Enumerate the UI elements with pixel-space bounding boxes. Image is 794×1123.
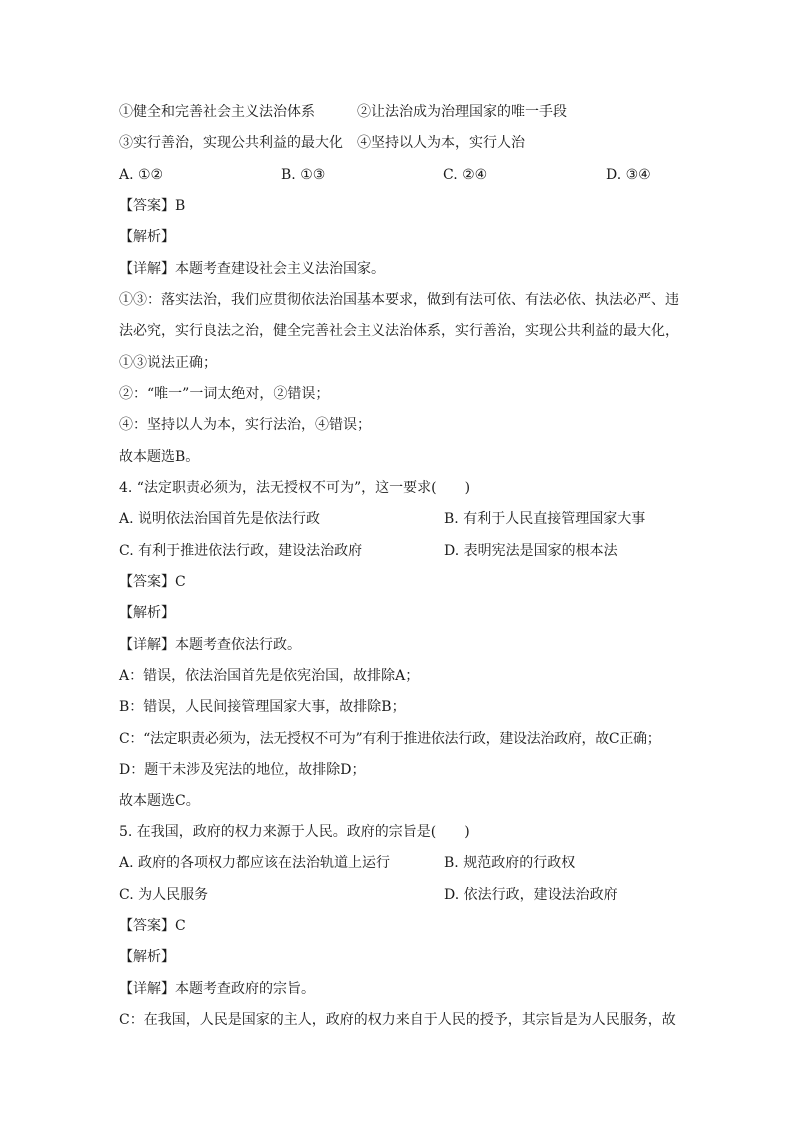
q3-option-c: C. ②④ bbox=[443, 167, 488, 183]
q3-explanation-13-line2: 法必究，实行良法之治，健全完善社会主义法治体系，实行善治，实现公共利益的最大化， bbox=[119, 323, 679, 339]
q5-analysis-label: 【解析】 bbox=[119, 949, 175, 965]
q4-option-b: B. 有利于人民直接管理国家大事 bbox=[444, 511, 646, 527]
q4-option-d: D. 表明宪法是国家的根本法 bbox=[444, 543, 618, 559]
q4-conclusion: 故本题选C。 bbox=[119, 793, 200, 809]
q4-stem: 4. “法定职责必须为，法无授权不可为”，这一要求( ) bbox=[119, 480, 471, 496]
q5-detail: 【详解】本题考查政府的宗旨。 bbox=[119, 981, 315, 997]
q5-stem: 5. 在我国，政府的权力来源于人民。政府的宗旨是( ) bbox=[119, 824, 470, 840]
q5-option-c: C. 为人民服务 bbox=[119, 887, 209, 903]
q3-item-1: ①健全和完善社会主义法治体系 bbox=[119, 104, 315, 120]
q4-explanation-d: D：题干未涉及宪法的地位，故排除D； bbox=[119, 762, 366, 778]
q4-explanation-c: C：“法定职责必须为，法无授权不可为”有利于推进依法行政，建设法治政府，故C正确； bbox=[119, 731, 661, 747]
q5-option-a: A. 政府的各项权力都应该在法治轨道上运行 bbox=[119, 855, 391, 871]
q4-detail: 【详解】本题考查依法行政。 bbox=[119, 637, 301, 653]
q3-analysis-label: 【解析】 bbox=[119, 229, 175, 245]
q3-item-4: ④坚持以人为本，实行人治 bbox=[357, 135, 525, 151]
q3-explanation-4: ④：坚持以人为本，实行法治，④错误； bbox=[119, 417, 371, 433]
q4-explanation-b: B：错误，人民间接管理国家大事，故排除B； bbox=[119, 699, 406, 715]
q4-answer: 【答案】C bbox=[119, 574, 186, 590]
q4-explanation-a: A：错误，依法治国首先是依宪治国，故排除A； bbox=[119, 668, 420, 684]
q3-item-3: ③实行善治，实现公共利益的最大化 bbox=[119, 135, 343, 151]
q4-option-a: A. 说明依法治国首先是依法行政 bbox=[119, 511, 321, 527]
q3-option-a: A. ①② bbox=[119, 167, 164, 183]
q5-explanation-c: C：在我国，人民是国家的主人，政府的权力来自于人民的授予，其宗旨是为人民服务，故 bbox=[119, 1012, 676, 1028]
q3-option-d: D. ③④ bbox=[606, 167, 651, 183]
q3-conclusion: 故本题选B。 bbox=[119, 449, 200, 465]
q3-explanation-2: ②：“唯一”一词太绝对，②错误； bbox=[119, 386, 330, 402]
q5-option-d: D. 依法行政，建设法治政府 bbox=[444, 887, 618, 903]
q5-answer: 【答案】C bbox=[119, 918, 186, 934]
q5-option-b: B. 规范政府的行政权 bbox=[444, 855, 576, 871]
q3-explanation-13-line1: ①③：落实法治，我们应贯彻依法治国基本要求，做到有法可依、有法必依、执法必严、违 bbox=[119, 292, 679, 308]
q4-option-c: C. 有利于推进依法行政，建设法治政府 bbox=[119, 543, 363, 559]
q3-detail: 【详解】本题考查建设社会主义法治国家。 bbox=[119, 261, 385, 277]
q4-analysis-label: 【解析】 bbox=[119, 605, 175, 621]
q3-answer: 【答案】B bbox=[119, 198, 186, 214]
q3-option-b: B. ①③ bbox=[281, 167, 326, 183]
q3-item-2: ②让法治成为治理国家的唯一手段 bbox=[357, 104, 567, 120]
q3-explanation-13-line3: ①③说法正确； bbox=[119, 355, 217, 371]
